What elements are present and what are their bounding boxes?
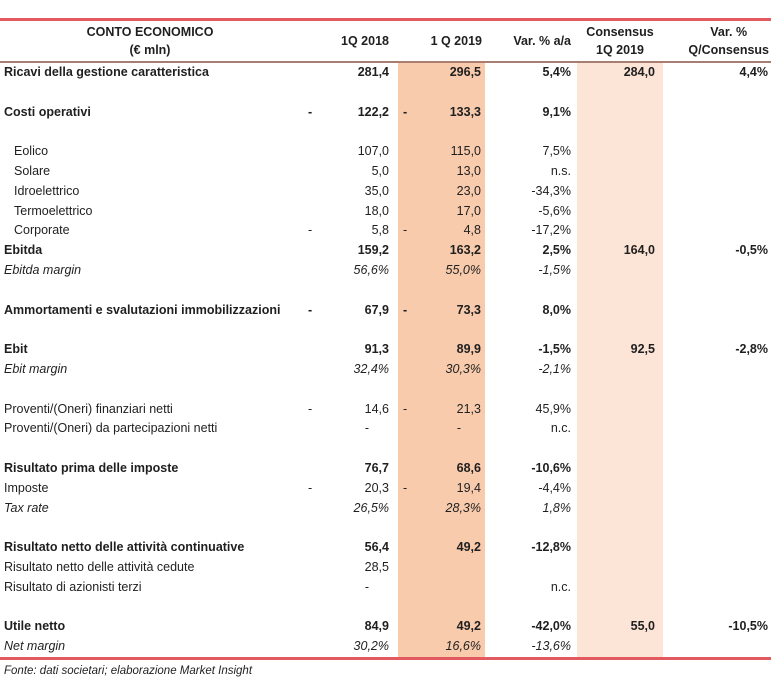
column-header-1q2018: 1Q 2018 (341, 34, 389, 48)
cell-value: 26,5% (353, 500, 389, 515)
value-1q2018 (300, 301, 392, 321)
value-var-aa: -34,3% (531, 183, 571, 198)
value-var-consensus (663, 499, 771, 519)
cell-value: 163,2 (449, 243, 481, 258)
row-label: Idroelettrico (14, 183, 80, 198)
column-header-consensus-line2: 1Q 2019 (596, 43, 644, 57)
table-row (0, 400, 771, 420)
minus-sign: - (308, 302, 313, 317)
value-1q2018 (300, 439, 392, 459)
minus-sign: - (403, 302, 408, 317)
value-var-aa (485, 558, 573, 578)
cell-value: 89,9 (456, 342, 481, 357)
value-1q2018 (300, 558, 392, 578)
table-row (0, 340, 771, 360)
value-var-consensus: -2,8% (735, 342, 768, 357)
value-1q2019 (398, 499, 485, 519)
value-var-consensus: -10,5% (728, 619, 768, 634)
value-1q2019 (398, 637, 485, 657)
row-label: Ebit margin (4, 361, 68, 376)
value-var-consensus (663, 400, 771, 420)
table-row (0, 479, 771, 499)
value-consensus (577, 162, 663, 182)
value-var-aa: -2,1% (538, 361, 571, 376)
row-label (0, 380, 300, 400)
value-consensus (577, 301, 663, 321)
row-label: Ricavi della gestione caratteristica (4, 65, 209, 79)
value-var-consensus (663, 122, 771, 142)
row-label: Eolico (14, 144, 49, 159)
value-1q2019 (398, 202, 485, 222)
value-var-consensus (663, 637, 771, 657)
value-var-aa: 7,5% (542, 144, 571, 159)
value-var-aa: 8,0% (542, 302, 571, 317)
value-1q2018 (300, 578, 392, 598)
value-1q2018 (300, 241, 392, 261)
value-1q2018 (300, 617, 392, 637)
value-var-consensus (663, 558, 771, 578)
value-consensus (577, 479, 663, 499)
cell-value: 49,2 (456, 540, 481, 555)
row-label: Ebitda (4, 243, 43, 258)
row-label: Costi operativi (4, 104, 91, 119)
value-1q2018 (300, 637, 392, 657)
source-note: Fonte: dati societari; elaborazione Market Insight (4, 664, 253, 677)
value-var-consensus (663, 142, 771, 162)
value-consensus (577, 598, 663, 618)
cell-value: 91,3 (364, 342, 389, 357)
value-consensus (577, 419, 663, 439)
value-var-aa: n.c. (550, 421, 571, 436)
value-var-aa (485, 518, 573, 538)
value-consensus (577, 439, 663, 459)
value-var-aa: -1,5% (538, 262, 571, 277)
value-1q2019 (398, 578, 485, 598)
value-consensus (577, 518, 663, 538)
cell-value: 14,6 (364, 401, 389, 416)
value-var-aa: -5,6% (538, 203, 571, 218)
cell-value: 73,3 (456, 302, 481, 317)
row-label: Tax rate (4, 500, 49, 515)
cell-value: 20,3 (364, 480, 389, 495)
row-label: Utile netto (4, 619, 66, 634)
value-1q2018 (300, 538, 392, 558)
value-var-aa: -12,8% (531, 540, 571, 555)
value-1q2018 (300, 499, 392, 519)
value-consensus (577, 400, 663, 420)
value-var-consensus (663, 182, 771, 202)
cell-value: 28,3% (445, 500, 481, 515)
minus-sign: - (403, 223, 408, 238)
cell-value: - (364, 579, 369, 594)
table-row (0, 538, 771, 558)
column-header-var-consensus (663, 21, 771, 61)
value-var-consensus (663, 281, 771, 301)
column-header-var-consensus-stack (688, 23, 769, 59)
row-label: Risultato di azionisti terzi (4, 579, 142, 594)
value-var-aa (485, 83, 573, 103)
value-1q2018 (300, 261, 392, 281)
cell-value: 23,0 (456, 183, 481, 198)
value-1q2019 (398, 162, 485, 182)
table-row-blank (0, 380, 771, 400)
cell-value: 4,8 (463, 223, 481, 238)
column-header-consensus (577, 21, 663, 61)
minus-sign: - (308, 104, 313, 119)
value-1q2019 (398, 122, 485, 142)
cell-value: 68,6 (456, 460, 481, 475)
value-1q2018 (300, 162, 392, 182)
value-var-consensus (663, 202, 771, 222)
value-var-consensus (663, 479, 771, 499)
value-1q2019 (398, 479, 485, 499)
cell-value: 30,2% (353, 639, 389, 654)
value-1q2019 (398, 419, 485, 439)
table-row (0, 63, 771, 83)
table-row (0, 103, 771, 123)
value-var-aa: 1,8% (542, 500, 571, 515)
value-1q2019 (398, 301, 485, 321)
value-consensus (577, 221, 663, 241)
value-consensus (577, 142, 663, 162)
row-label (0, 83, 300, 103)
value-var-aa: n.c. (550, 579, 571, 594)
value-1q2019 (398, 83, 485, 103)
cell-value: 28,5 (364, 559, 389, 574)
table-row (0, 499, 771, 519)
value-1q2018 (300, 479, 392, 499)
value-var-consensus (663, 261, 771, 281)
value-var-aa (485, 380, 573, 400)
value-1q2018 (300, 459, 392, 479)
table-row (0, 221, 771, 241)
table-row-blank (0, 439, 771, 459)
value-var-aa: 5,4% (542, 65, 571, 79)
value-var-consensus (663, 598, 771, 618)
row-label: Risultato prima delle imposte (4, 460, 179, 475)
table-row (0, 142, 771, 162)
cell-value: 133,3 (449, 104, 481, 119)
value-var-consensus (663, 578, 771, 598)
value-1q2018 (300, 598, 392, 618)
value-var-consensus (663, 459, 771, 479)
row-label (0, 598, 300, 618)
cell-value: 122,2 (357, 104, 389, 119)
value-var-consensus (663, 538, 771, 558)
table-row (0, 162, 771, 182)
table-row (0, 419, 771, 439)
value-var-aa (485, 122, 573, 142)
row-label: Solare (14, 163, 51, 178)
value-var-aa: -42,0% (531, 619, 571, 634)
table-row (0, 459, 771, 479)
table-header (0, 21, 771, 61)
value-consensus: 284,0 (577, 63, 663, 83)
value-var-consensus (663, 162, 771, 182)
cell-value: 67,9 (364, 302, 389, 317)
value-1q2019 (398, 538, 485, 558)
value-var-aa: -1,5% (538, 342, 571, 357)
value-1q2019 (398, 459, 485, 479)
row-label (0, 439, 300, 459)
value-var-consensus (663, 518, 771, 538)
value-1q2018 (300, 83, 392, 103)
cell-value: 107,0 (357, 144, 389, 159)
cell-value: 159,2 (357, 243, 389, 258)
value-1q2018 (300, 380, 392, 400)
cell-value: 56,4 (364, 540, 389, 555)
value-var-consensus (663, 320, 771, 340)
value-1q2018 (300, 142, 392, 162)
row-label: Proventi/(Oneri) da partecipazioni netti (4, 421, 218, 436)
value-consensus (577, 281, 663, 301)
minus-sign: - (308, 223, 313, 238)
row-label: Ebitda margin (4, 262, 82, 277)
value-1q2019 (398, 380, 485, 400)
value-var-consensus: 4,4% (739, 65, 768, 79)
value-consensus (577, 360, 663, 380)
cell-value: 17,0 (456, 203, 481, 218)
value-1q2019 (398, 360, 485, 380)
column-header-var-aa: Var. % a/a (513, 34, 571, 48)
value-1q2018 (300, 400, 392, 420)
row-label: Corporate (14, 223, 70, 238)
row-label (0, 518, 300, 538)
cell-value: 18,0 (364, 203, 389, 218)
value-var-aa: -17,2% (531, 223, 571, 238)
value-var-consensus: -0,5% (735, 243, 768, 258)
value-1q2019 (398, 241, 485, 261)
cell-value: 115,0 (450, 144, 481, 159)
value-1q2019 (398, 320, 485, 340)
value-var-aa: -4,4% (538, 480, 571, 495)
value-consensus (577, 459, 663, 479)
value-1q2019 (398, 103, 485, 123)
value-consensus (577, 637, 663, 657)
table-row-blank (0, 320, 771, 340)
table-row-blank (0, 122, 771, 142)
value-var-consensus (663, 301, 771, 321)
row-label: Termoelettrico (14, 203, 93, 218)
value-consensus: 164,0 (577, 241, 663, 261)
cell-value: 19,4 (456, 480, 481, 495)
value-1q2019 (398, 281, 485, 301)
row-label (0, 320, 300, 340)
minus-sign: - (403, 104, 408, 119)
row-label (0, 122, 300, 142)
table-title-line2: (€ mln) (129, 43, 171, 57)
cell-value: 30,3% (445, 361, 481, 376)
value-1q2018 (300, 320, 392, 340)
row-label: Ebit (4, 342, 28, 357)
row-label: Risultato netto delle attività continuative (4, 540, 245, 555)
cell-value: 5,0 (371, 163, 389, 178)
value-consensus (577, 578, 663, 598)
table-row (0, 637, 771, 657)
cell-value: 16,6% (445, 639, 481, 654)
cell-value: 84,9 (364, 619, 389, 634)
value-1q2018 (300, 281, 392, 301)
table-title (0, 21, 300, 61)
value-consensus: 92,5 (577, 340, 663, 360)
value-var-consensus (663, 380, 771, 400)
table-row-blank (0, 281, 771, 301)
value-1q2018 (300, 340, 392, 360)
value-1q2019 (398, 518, 485, 538)
value-1q2019 (398, 598, 485, 618)
cell-value: 5,8 (371, 223, 389, 238)
value-var-aa: n.s. (550, 163, 571, 178)
table-row (0, 558, 771, 578)
value-1q2019 (398, 261, 485, 281)
top-margin (0, 0, 771, 18)
value-1q2019 (398, 221, 485, 241)
value-consensus (577, 202, 663, 222)
value-1q2019 (398, 63, 485, 83)
value-var-aa: -13,6% (531, 639, 571, 654)
row-label: Proventi/(Oneri) finanziari netti (4, 401, 173, 416)
table-row (0, 578, 771, 598)
value-1q2018 (300, 518, 392, 538)
value-var-aa: 2,5% (542, 243, 571, 258)
minus-sign: - (403, 401, 408, 416)
row-label (0, 281, 300, 301)
cell-value: 281,4 (357, 65, 389, 79)
value-1q2018 (300, 122, 392, 142)
value-consensus (577, 380, 663, 400)
value-1q2018 (300, 63, 392, 83)
value-1q2018 (300, 419, 392, 439)
value-var-consensus (663, 419, 771, 439)
cell-value: 76,7 (364, 460, 389, 475)
cell-value: 296,5 (449, 65, 481, 79)
value-consensus: 55,0 (577, 617, 663, 637)
table-row-blank (0, 83, 771, 103)
table-row (0, 182, 771, 202)
column-header-1q2019: 1 Q 2019 (430, 34, 482, 48)
value-consensus (577, 538, 663, 558)
minus-sign: - (403, 480, 408, 495)
value-1q2018 (300, 221, 392, 241)
value-var-aa (485, 439, 573, 459)
value-1q2019 (398, 182, 485, 202)
value-var-consensus (663, 83, 771, 103)
cell-value: 21,3 (456, 401, 481, 416)
row-label: Risultato netto delle attività cedute (4, 559, 195, 574)
value-consensus (577, 122, 663, 142)
column-header-var-consensus-line1: Var. % (710, 25, 748, 39)
row-label: Ammortamenti e svalutazioni immobilizzazioni (4, 302, 281, 317)
value-1q2019 (398, 142, 485, 162)
column-header-var-consensus-line2: Q/Consensus (688, 43, 769, 57)
cell-value: 49,2 (456, 619, 481, 634)
table-row-blank (0, 518, 771, 538)
value-1q2019 (398, 400, 485, 420)
value-var-aa: -10,6% (531, 460, 571, 475)
value-var-aa (485, 281, 573, 301)
value-1q2018 (300, 360, 392, 380)
value-var-consensus (663, 221, 771, 241)
table-row (0, 360, 771, 380)
value-1q2019 (398, 439, 485, 459)
value-var-consensus (663, 103, 771, 123)
value-var-consensus (663, 439, 771, 459)
column-header-consensus-line1: Consensus (586, 25, 654, 39)
value-var-aa: 9,1% (542, 104, 571, 119)
minus-sign: - (308, 480, 313, 495)
value-consensus (577, 499, 663, 519)
value-var-aa: 45,9% (535, 401, 571, 416)
table-row (0, 261, 771, 281)
table-row (0, 241, 771, 261)
value-1q2018 (300, 182, 392, 202)
value-consensus (577, 182, 663, 202)
cell-value: 56,6% (353, 262, 389, 277)
value-consensus (577, 103, 663, 123)
value-var-consensus (663, 360, 771, 380)
value-1q2019 (398, 340, 485, 360)
cell-value: 13,0 (456, 163, 481, 178)
table-body (0, 63, 771, 657)
row-label: Net margin (4, 639, 66, 654)
value-consensus (577, 83, 663, 103)
value-1q2018 (300, 103, 392, 123)
cell-value: 55,0% (445, 262, 481, 277)
table-row-blank (0, 598, 771, 618)
value-1q2019 (398, 617, 485, 637)
cell-value: 32,4% (353, 361, 389, 376)
value-var-aa (485, 320, 573, 340)
cell-value: - (364, 421, 369, 436)
value-var-aa (485, 598, 573, 618)
value-consensus (577, 261, 663, 281)
table-title-line1: CONTO ECONOMICO (86, 25, 214, 39)
cell-value: 35,0 (364, 183, 389, 198)
value-consensus (577, 320, 663, 340)
table-row (0, 617, 771, 637)
row-label: Imposte (4, 480, 49, 495)
minus-sign: - (308, 401, 313, 416)
cell-value: - (456, 421, 461, 436)
value-1q2018 (300, 202, 392, 222)
value-consensus (577, 558, 663, 578)
value-1q2019 (398, 558, 485, 578)
table-row (0, 202, 771, 222)
table-row (0, 301, 771, 321)
